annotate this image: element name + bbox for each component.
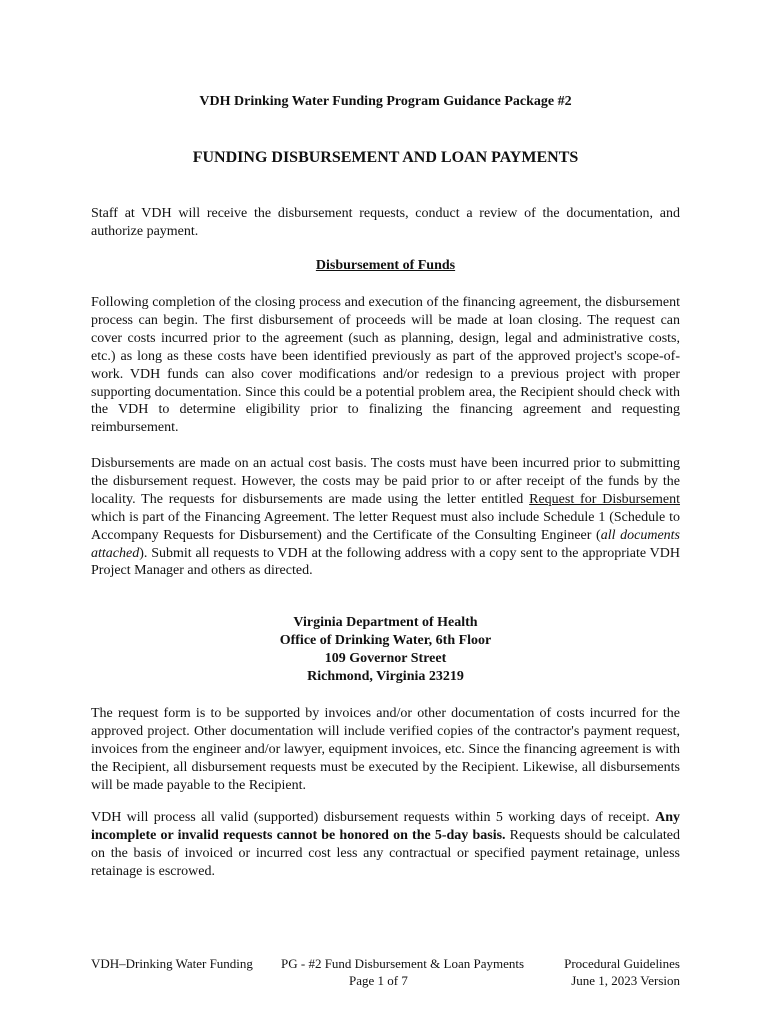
footer-guidance-title: PG - #2 Fund Disbursement & Loan Payments — [281, 956, 525, 971]
page-number: Page 1 of 7 — [349, 973, 408, 988]
processing-paragraph — [91, 809, 680, 881]
address-line-2: Office of Drinking Water, 6th Floor — [279, 632, 492, 648]
address-line-4: Richmond, Virginia 23219 — [307, 668, 464, 684]
incomplete-requests-warning: Any incomplete or invalid requests cannot be honored on the 5-day basis. — [91, 810, 680, 843]
cost-basis-text-a: Disbursements are made on an actual cost basis. The costs must have been incurred prior to submitting the disbursement request. However, the costs may be paid prior to or after receipt of the funds by the locality. The requests for disbursements are made using the letter entitled — [91, 456, 680, 507]
section-heading: Disbursement of Funds — [315, 258, 456, 273]
processing-text-a: VDH will process all valid (supported) disbursement requests within 5 working days of receipt. — [91, 810, 656, 825]
cost-basis-text-c: ). Submit all requests to VDH at the following address with a copy sent to the appropriate VDH Project Manager and others as directed. — [91, 545, 680, 579]
page-title: FUNDING DISBURSEMENT AND LOAN PAYMENTS — [192, 149, 579, 166]
processing-text-b: Requests should be calculated on the basis of invoiced or incurred cost less any contractual or specified payment retainage, unless retainage is escrowed. — [91, 827, 680, 879]
cost-basis-paragraph — [91, 455, 680, 580]
document-header: VDH Drinking Water Funding Program Guidance Package #2 — [199, 94, 572, 109]
page-footer — [91, 955, 680, 989]
mailing-address — [91, 614, 680, 686]
intro-paragraph: Staff at VDH will receive the disbursement requests, conduct a review of the documentation, and authorize payment. — [91, 206, 680, 239]
footer-version: June 1, 2023 Version — [571, 973, 680, 988]
footer-program: VDH–Drinking Water Funding — [91, 956, 253, 971]
address-line-3: 109 Governor Street — [324, 650, 447, 666]
all-documents-attached-text: all documents attached — [91, 527, 680, 561]
closing-process-paragraph: Following completion of the closing process and execution of the financing agreement, the disbursement process can begin. The first disbursement of proceeds will be made at loan closing. The request can cover costs incurred prior to the agreement (such as planning, design, legal and administrative costs, etc.) as long as these costs have been identified previously as part of the approved project's scope-of-work. VDH funds can also cover modifications and/or redesign to a previous project with proper supporting documentation. Since this could be a potential problem area, the Recipient should check with the VDH to determine eligibility prior to finalizing the financing agreement and requesting reimbursement. — [91, 295, 680, 436]
supporting-documents-paragraph: The request form is to be supported by invoices and/or other documentation of costs incurred for the approved project. Other documentation will include verified copies of the contractor's payment request, invoices from the engineer and/or lawyer, equipment invoices, etc. Since the financing agreement is with the Recipient, all disbursement requests must be executed by the Recipient. Likewise, all disbursements will be made payable to the Recipient. — [91, 706, 680, 793]
cost-basis-text-b: which is part of the Financing Agreement. The letter Request must also include Schedule 1 (Schedule to Accompany Requests for Disbursement) and the Certificate of the Consulting Engineer ( — [91, 509, 680, 543]
request-for-disbursement-reference: Request for Disbursement — [529, 491, 680, 507]
address-line-1: Virginia Department of Health — [293, 615, 478, 630]
footer-guidelines: Procedural Guidelines — [564, 956, 680, 971]
